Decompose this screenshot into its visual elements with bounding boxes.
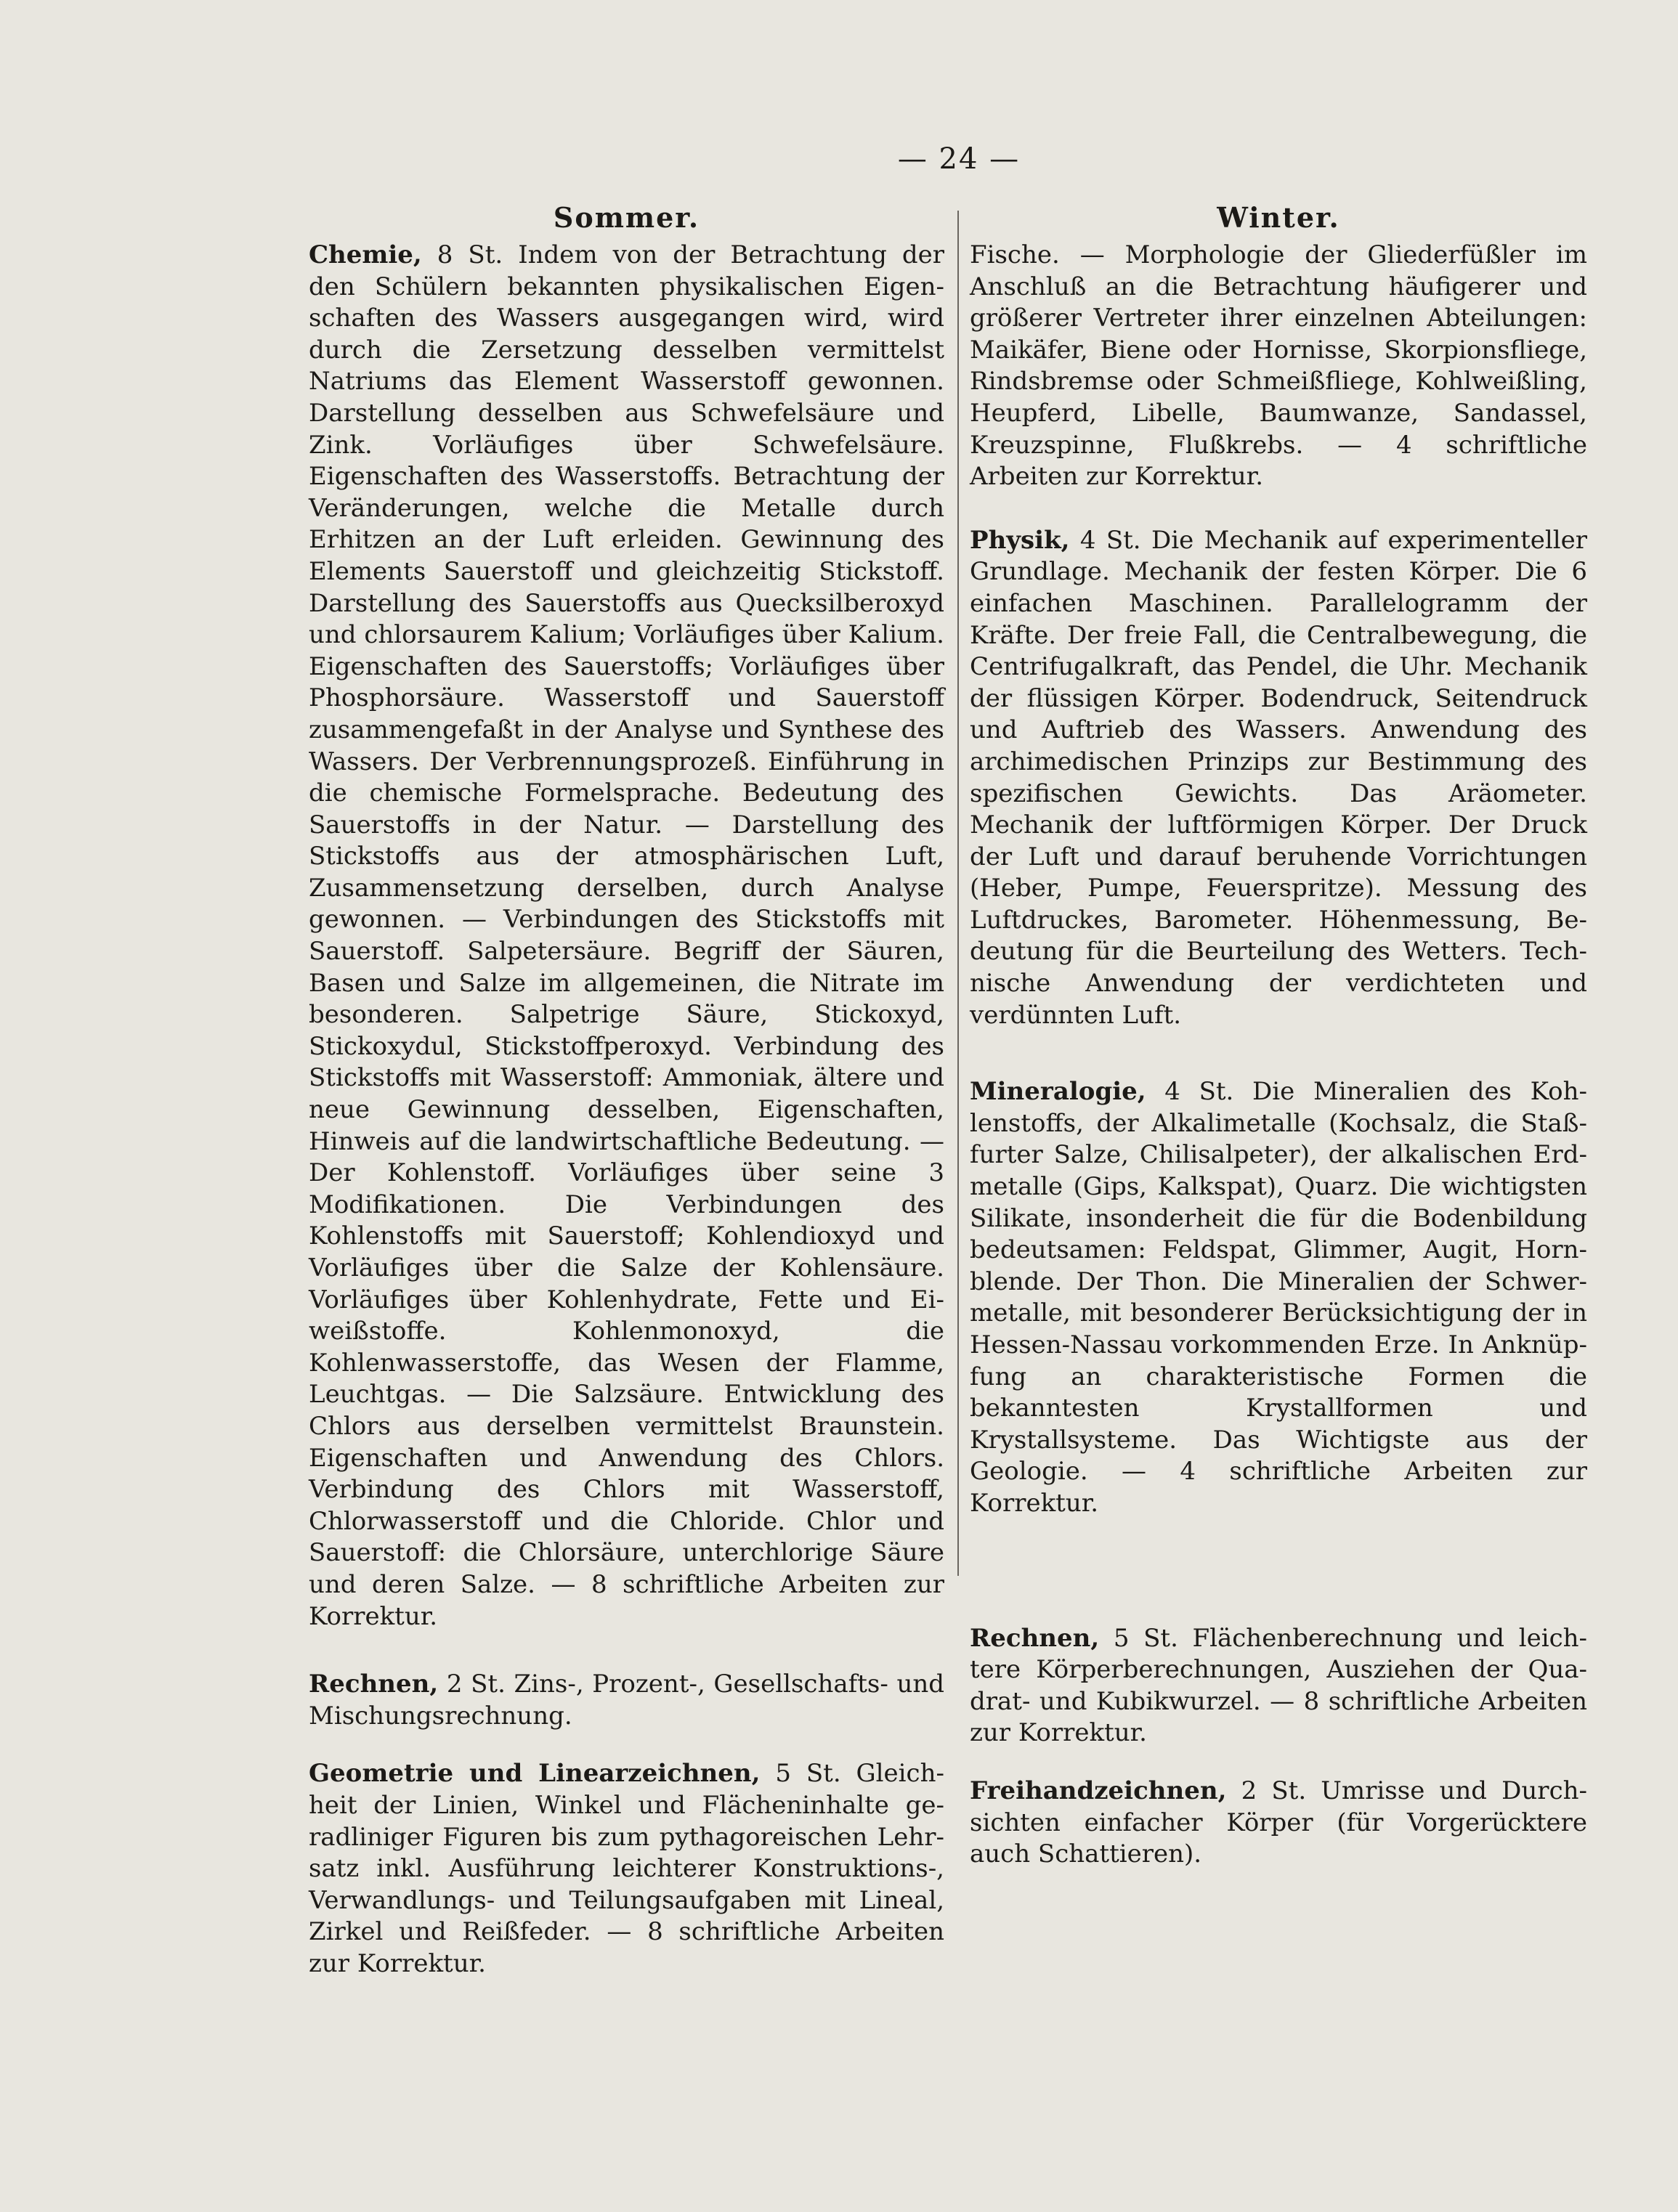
fische-paragraph: [970, 240, 1587, 493]
chemie-subject: Chemie,: [309, 240, 422, 269]
column-winter: [970, 202, 1587, 1871]
physik-text: 4 St. Die Mechanik auf experimenteller Grundlage. Mechanik der festen Körper. Die 6 einfachen Maschinen. Parallelogramm der Kräfte. Der freie Fall, die Centralbewegung, die Centrifugalkraft, das Pendel, die Uhr. Mechanik der flüssigen Körper. Bodendruck, Seitendruck und Auftrieb des Wassers. Anwendung des archimedischen Prinzips zur Bestimmung des spezifischen Gewichts. Das Aräometer. Mechanik der luftförmigen Körper. Der Druck der Luft und darauf beruhende Vorrichtungen (Heber, Pumpe, Feuerspritze). Messung des Luftdruckes, Barometer. Höhenmessung, Bedeutung für die Beurteilung des Wetters. Technische Anwendung der verdichteten und verdünnten Luft.: [970, 525, 1587, 1030]
mineralogie-paragraph: [970, 1076, 1587, 1519]
rechnen-summer-paragraph: [309, 1669, 944, 1732]
freihand-paragraph: [970, 1776, 1587, 1871]
winter-heading: Winter.: [1217, 201, 1340, 234]
geometrie-paragraph: [309, 1758, 944, 1980]
column-summer: [309, 202, 944, 1980]
rechnen-winter-paragraph: [970, 1623, 1587, 1749]
rechnen-winter-subject: Rechnen,: [970, 1623, 1100, 1653]
physik-paragraph: [970, 525, 1587, 1032]
freihand-subject: Freihandzeichnen,: [970, 1776, 1227, 1805]
chemie-text: 8 St. Indem von der Betrachtung der den Schülern bekannten physikalischen Eigenschaften des Wassers ausgegangen wird, wird durch die Zersetzung desselben vermittelst Natriums das Element Wasserstoff gewonnen. Darstellung desselben aus Schwefelsäure und Zink. Vorläufiges über Schwefelsäure. Eigenschaften des Wasserstoffs. Betrachtung der Veränderungen, welche die Metalle durch Erhitzen an der Luft erleiden. Gewinnung des Elements Sauerstoff und gleichzeitig Stickstoff. Darstellung des Sauerstoffs aus Quecksilberoxyd und chlorsaurem Kalium; Vorläufiges über Kalium. Eigenschaften des Sauerstoffs; Vorläufiges über Phosphorsäure. Wasserstoff und Sauerstoff zusammengefaßt in der Analyse und Synthese des Wassers. Der Verbrennungsprozeß. Einführung in die chemische Formelsprache. Bedeutung des Sauerstoffs in der Natur. — Darstellung des Stickstoffs aus der atmosphärischen Luft, Zusammensetzung derselben, durch Analyse gewonnen. — Verbindungen des Stickstoffs mit Sauerstoff. Salpetersäure. Begriff der Säuren, Basen und Salze im allgemeinen, die Nitrate im besonderen. Salpetrige Säure, Stickoxyd, Stickoxydul, Stickstoffperoxyd. Verbindung des Stickstoffs mit Wasserstoff: Ammoniak, ältere und neue Gewinnung desselben, Eigenschaften, Hinweis auf die landwirtschaftliche Bedeutung. — Der Kohlenstoff. Vorläufiges über seine 3 Modifikationen. Die Verbindungen des Kohlenstoffs mit Sauerstoff; Kohlendioxyd und Vorläufiges über die Salze der Kohlensäure. Vorläufiges über Kohlenhydrate, Fette und Eiweißstoffe. Kohlenmonoxyd, die Kohlenwasserstoffe, das Wesen der Flamme, Leuchtgas. — Die Salzsäure. Entwicklung des Chlors aus derselben vermittelst Braunstein. Eigenschaften und Anwendung des Chlors. Verbindung des Chlors mit Wasserstoff, Chlorwasserstoff und die Chloride. Chlor und Sauerstoff: die Chlorsäure, unterchlorige Säure und deren Salze. — 8 schriftliche Arbeiten zur Korrektur.: [309, 240, 944, 1631]
chemie-paragraph: [309, 240, 944, 1632]
fische-text: Fische. — Morphologie der Gliederfüßler im Anschluß an die Betrachtung häufigerer und größerer Vertreter ihrer einzelnen Abteilungen: Maikäfer, Biene oder Hornisse, Skorpionsfliege, Rindsbremse oder Schmeißfliege, Kohlweißling, Heupferd, Libelle, Baumwanze, Sandassel, Kreuzspinne, Flußkrebs. — 4 schriftliche Arbeiten zur Korrektur.: [970, 240, 1587, 492]
page-number: — 24 —: [897, 142, 1021, 176]
physik-subject: Physik,: [970, 525, 1070, 555]
mineralogie-subject: Mineralogie,: [970, 1077, 1146, 1107]
column-divider: [957, 211, 959, 1576]
summer-heading: Sommer.: [553, 201, 700, 234]
rechnen-summer-subject: Rechnen,: [309, 1670, 439, 1699]
geometrie-text: 5 St. Gleichheit der Linien, Winkel und Flächeninhalte geradliniger Figuren bis zum pythagoreischen Lehrsatz inkl. Ausführung leichterer Konstruktions-, Verwandlungs- und Teilungsaufgaben mit Lineal, Zirkel und Reißfeder. — 8 schriftliche Arbeiten zur Korrektur.: [309, 1759, 944, 1978]
rechnen-winter-text: 5 St. Flächenberechnung und leichtere Körperberechnungen, Ausziehen der Quadrat- und Kubikwurzel. — 8 schriftliche Arbeiten zur Korrektur.: [970, 1623, 1588, 1748]
freihand-text: 2 St. Umrisse und Durchsichten einfacher Körper (für Vorgerücktere auch Schattieren).: [970, 1776, 1588, 1869]
rechnen-summer-text: 2 St. Zins-, Prozent-, Gesellschafts- und Mischungsrechnung.: [309, 1670, 945, 1731]
geometrie-subject: Geometrie und Linearzeichnen,: [309, 1759, 761, 1789]
mineralogie-text: 4 St. Die Mineralien des Kohlenstoffs, der Alkalimetalle (Kochsalz, die Staßfurter Salze, Chilisalpeter), der alkalischen Erdmetalle (Gips, Kalkspat), Quarz. Die wichtigsten Silikate, insonderheit die für die Bodenbildung bedeutsamen: Feldspat, Glimmer, Augit, Hornblende. Der Thon. Die Mineralien der Schwermetalle, mit besonderer Berücksichtigung der in Hessen-Nassau vorkommenden Erze. In Anknüpfung an charakteristische Formen die bekanntesten Krystallformen und Krystallsysteme. Das Wichtigste aus der Geologie. — 4 schriftliche Arbeiten zur Korrektur.: [970, 1077, 1588, 1518]
